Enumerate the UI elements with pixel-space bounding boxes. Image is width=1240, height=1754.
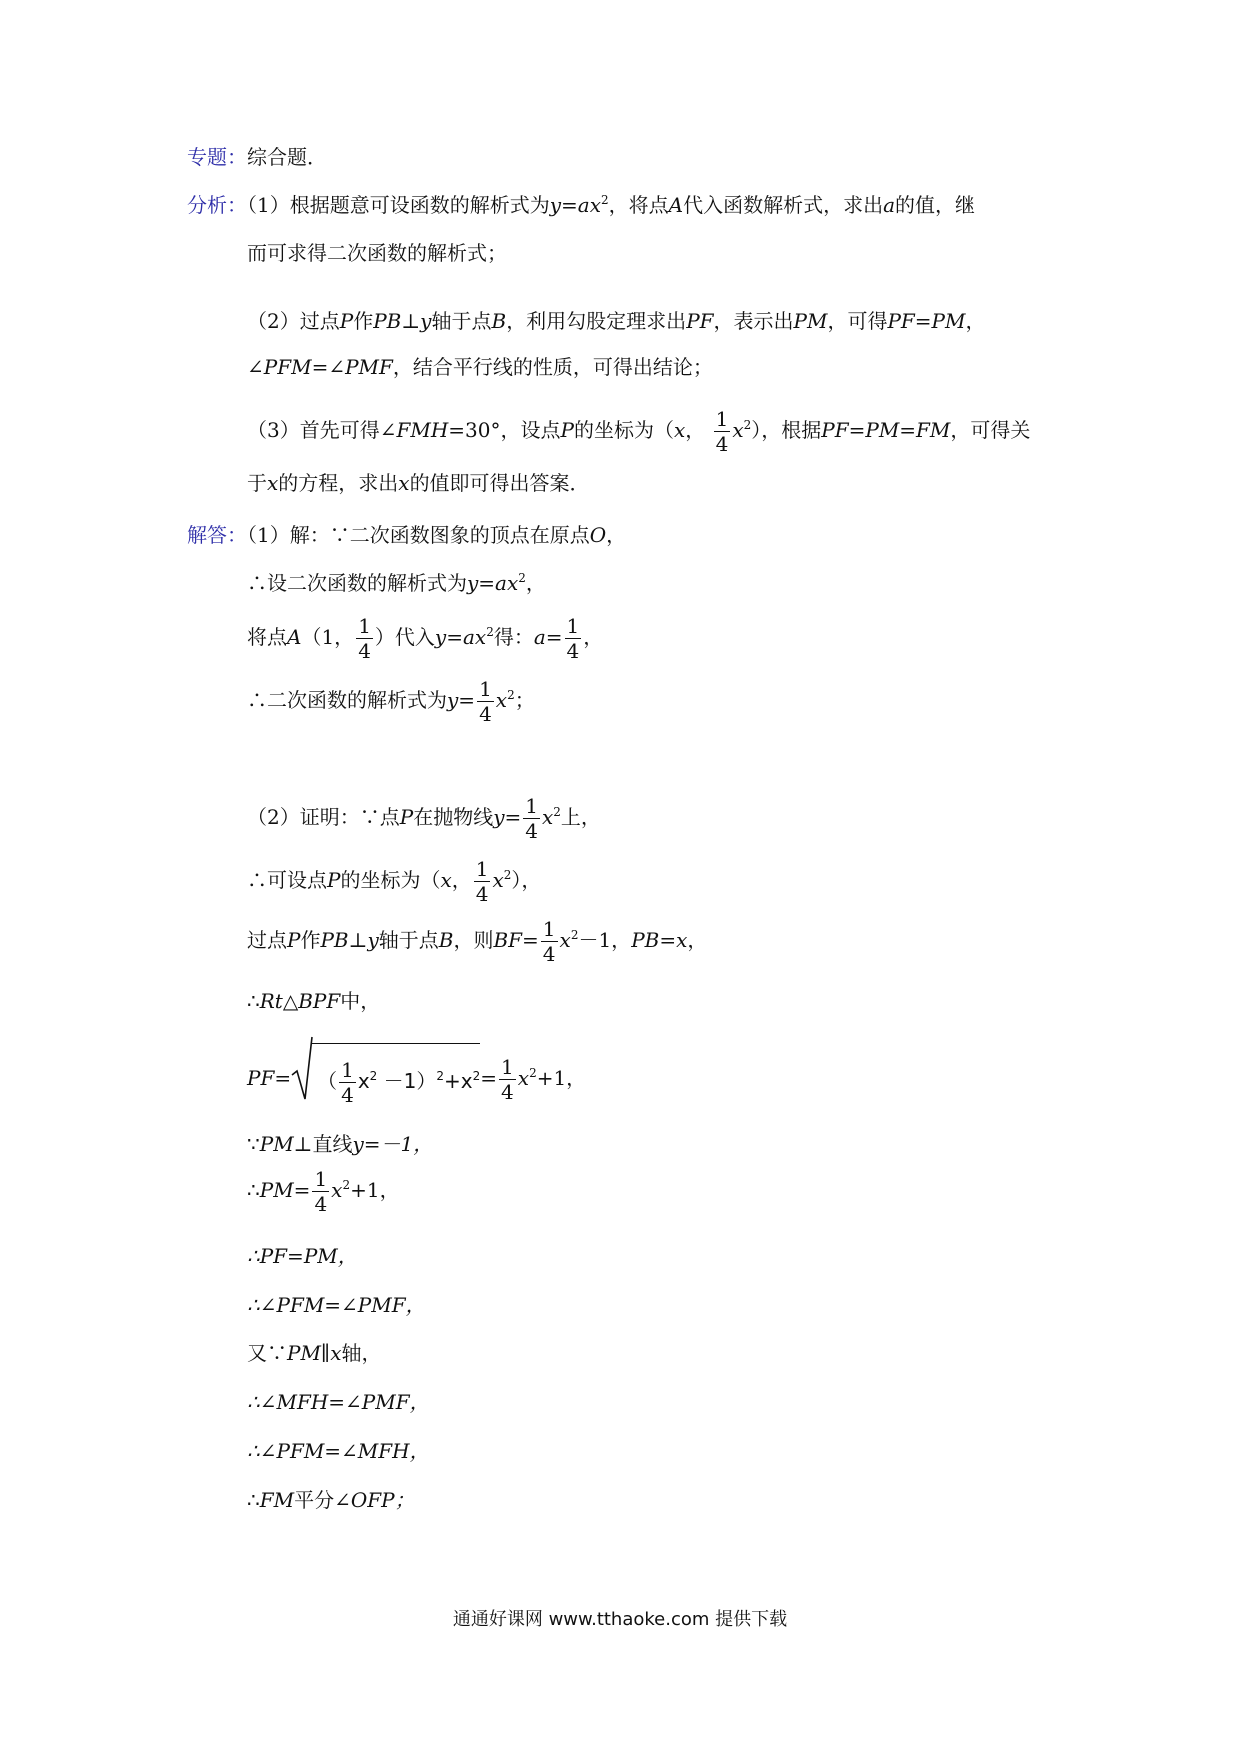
math-var: x [517, 1066, 530, 1090]
exponent: 2 [601, 193, 609, 207]
point-label: O [589, 523, 607, 547]
fraction-denominator: 4 [566, 639, 580, 663]
punct: ， [583, 625, 604, 649]
math-expr: PM∥ [287, 1341, 331, 1365]
math-expr: y= [493, 805, 522, 829]
solution-text: 在抛物线 [413, 805, 494, 829]
solution-text: （1， [301, 625, 355, 649]
math-var: x [542, 805, 554, 829]
fraction-denominator: 4 [341, 1083, 354, 1107]
solution-line-3 [247, 607, 603, 667]
math-expr: a= [533, 625, 563, 649]
math-var: x [732, 418, 744, 442]
fraction-quarter [565, 614, 582, 663]
fraction-quarter [523, 794, 540, 843]
point-label: P [287, 928, 301, 952]
punct: ， [451, 868, 472, 892]
fraction-denominator: 4 [475, 882, 489, 906]
math-var: x [267, 471, 279, 495]
paren: （ [317, 1069, 338, 1093]
fraction-numerator: 1 [525, 794, 538, 818]
solution-text: 上， [560, 805, 601, 829]
solution-text: ，则 [453, 928, 494, 952]
fraction-numerator: 1 [479, 677, 492, 701]
analysis-label: 分析： [187, 193, 247, 217]
math-var: x [440, 868, 452, 892]
solution-text: 轴于点 [378, 928, 439, 952]
exponent: 2 [369, 1069, 378, 1083]
exponent: 2 [342, 1178, 351, 1192]
analysis-text: ），根据 [751, 418, 822, 442]
math-expr: OFP； [350, 1488, 415, 1512]
math-expr: PM= [259, 1178, 311, 1202]
page-footer: 通通好课网 www.tthaoke.com 提供下载 [452, 1609, 788, 1630]
solution-line-4 [247, 670, 535, 730]
solution-text: 平分∠ [294, 1488, 351, 1512]
analysis-text: 而可求得二次函数的解析式； [247, 241, 507, 265]
analysis-text: ，利用勾股定理求出 [506, 309, 687, 333]
math-var: a [883, 193, 896, 217]
solution-text: 的坐标为（ [340, 868, 441, 892]
punct: ， [525, 571, 546, 595]
punct: ， [965, 309, 986, 333]
math-expr: ∠PFM=∠PMF [247, 355, 393, 379]
fraction-numerator: 1 [542, 917, 556, 941]
math-expr: ∴∠MFH=∠PMF， [247, 1390, 430, 1414]
fraction-quarter [474, 857, 491, 906]
solution-line-6 [247, 850, 541, 910]
analysis-text: =30°，设点 [448, 418, 561, 442]
fraction-denominator: 4 [314, 1192, 328, 1216]
topic-text: 综合题． [247, 145, 327, 169]
punct: ； [514, 688, 535, 712]
solution-line-17 [247, 1487, 415, 1513]
math-expr: PF=PM=FM [821, 418, 951, 442]
math-expr: －1） [377, 1069, 437, 1093]
solution-text: ∴设二次函数的解析式为 [247, 571, 467, 595]
solution-line-2 [247, 570, 546, 596]
fraction-denominator: 4 [358, 639, 371, 663]
solution-line-9: PF= （ $\frac{1}{4}$ $x^2 -1)^2+x^2=$ $\frac{1}{4}$ $x^2+1$， [247, 1043, 586, 1116]
punct: ， [685, 418, 706, 442]
solution-line-15 [247, 1389, 430, 1415]
fraction-denominator: 4 [479, 702, 492, 726]
exponent: 2 [503, 868, 512, 882]
analysis-text: 的坐标为（ [573, 418, 674, 442]
solution-text: 直线 [312, 1132, 353, 1156]
math-expr: PB⊥ [373, 309, 421, 333]
square-root [291, 1043, 480, 1116]
analysis-text: 轴于点 [431, 309, 492, 333]
analysis-text: （1）根据题意可设函数的解析式为 [247, 193, 550, 217]
math-expr: y=－1， [352, 1132, 434, 1156]
math-var: y [420, 309, 432, 333]
math-expr: FM [259, 1488, 295, 1512]
exponent: 2 [553, 805, 561, 819]
solution-text: ）代入 [374, 625, 435, 649]
solution-text: （2）证明：∵点 [247, 805, 400, 829]
fraction-numerator: 1 [566, 614, 580, 638]
point-label: B [491, 309, 507, 333]
fraction-quarter [477, 677, 494, 726]
exponent: 2 [570, 928, 579, 942]
analysis-text: ，可得 [827, 309, 888, 333]
solution-line-13 [247, 1292, 426, 1318]
analysis-text: 的方程，求出 [278, 471, 399, 495]
math-var: x [673, 418, 686, 442]
solution-line-12 [247, 1243, 358, 1269]
analysis-line-1 [187, 192, 975, 218]
analysis-line-5 [247, 400, 1030, 460]
exponent: 2 [507, 688, 515, 702]
point-label: P [399, 805, 414, 829]
solution-text: ∴可设点 [247, 868, 327, 892]
math-expr: +1， [350, 1178, 400, 1202]
analysis-text: 代入函数解析式，求出 [683, 193, 884, 217]
math-expr: Rt△BPF [259, 989, 341, 1013]
point-label: P [339, 309, 354, 333]
fraction-numerator: 1 [715, 407, 729, 431]
solution-text: 中， [340, 989, 381, 1013]
solution-line-16 [247, 1438, 430, 1464]
math-expr: PF [686, 309, 714, 333]
therefore-symbol: ∴ [247, 1488, 260, 1512]
math-expr: －1， [578, 928, 632, 952]
math-var: x [495, 688, 508, 712]
solution-line-1 [187, 522, 626, 548]
analysis-text: ，可得关 [950, 418, 1031, 442]
solution-line-5 [247, 787, 601, 847]
point-label: A [287, 625, 302, 649]
fraction-denominator: 4 [715, 432, 729, 456]
fraction-numerator: 1 [358, 614, 371, 638]
math-expr: y= [447, 688, 476, 712]
fraction-denominator: 4 [501, 1080, 514, 1104]
solution-line-10 [247, 1131, 433, 1157]
analysis-text: 的值，继 [895, 193, 976, 217]
math-var: x [357, 1069, 370, 1093]
exponent: 2 [743, 418, 752, 432]
fraction-denominator: 4 [525, 819, 538, 843]
math-var: x [398, 471, 410, 495]
fraction-numerator: 1 [341, 1058, 354, 1082]
fraction-quarter [541, 917, 558, 966]
math-expr: +1， [536, 1066, 587, 1090]
topic-label: 专题： [187, 145, 247, 169]
fraction-numerator: 1 [501, 1055, 514, 1079]
fraction-denominator: 4 [542, 942, 556, 966]
math-expr: FMH [396, 418, 449, 442]
exponent: 2 [472, 1069, 481, 1083]
solution-line-11 [247, 1160, 400, 1220]
math-expr: ∴∠PFM=∠MFH， [247, 1439, 430, 1463]
radical-sign-icon [291, 1035, 313, 1101]
solution-line-14 [247, 1340, 381, 1366]
solution-text: （1）解：∵二次函数图象的顶点在原点 [247, 523, 590, 547]
math-var: x [559, 928, 571, 952]
solution-text: 过点 [247, 928, 287, 952]
analysis-text: （2）过点 [247, 309, 340, 333]
analysis-text: ，将点 [608, 193, 669, 217]
math-expr: PF= [247, 1066, 292, 1090]
punct: ）， [511, 868, 542, 892]
solution-label: 解答： [187, 523, 247, 547]
analysis-line-2 [247, 240, 507, 266]
solution-text: 作 [300, 928, 321, 952]
fraction-numerator: 1 [314, 1167, 328, 1191]
solution-text: ∴二次函数的解析式为 [247, 688, 447, 712]
math-var: x [330, 1341, 342, 1365]
exponent: 2 [518, 571, 526, 585]
math-expr: PB=x [631, 928, 688, 952]
solution-text: 又∵ [247, 1341, 287, 1365]
point-label: P [327, 868, 341, 892]
fraction-quarter [499, 1055, 516, 1104]
because-symbol: ∵ [247, 1132, 260, 1156]
math-var: x [492, 868, 504, 892]
math-expr: y=ax [549, 193, 601, 217]
solution-text: 将点 [247, 625, 287, 649]
math-expr: PB⊥ [320, 928, 368, 952]
math-expr: PF=PM [887, 309, 966, 333]
point-label: P [560, 418, 574, 442]
exponent: 2 [529, 1066, 537, 1080]
analysis-line-6 [247, 470, 590, 496]
math-expr: +x [444, 1069, 473, 1093]
solution-line-7 [247, 910, 707, 970]
topic-line [187, 144, 327, 170]
math-expr: BF= [493, 928, 539, 952]
solution-text: 得： [493, 625, 534, 649]
analysis-text: ，结合平行线的性质，可得出结论； [392, 355, 713, 379]
punct: ， [687, 928, 708, 952]
analysis-text: 作 [353, 309, 374, 333]
fraction-quarter [312, 1167, 329, 1216]
math-expr: y=ax [467, 571, 519, 595]
analysis-text: 的值即可得出答案． [409, 471, 590, 495]
analysis-text: （3）首先可得∠ [247, 418, 397, 442]
fraction-numerator: 1 [475, 857, 489, 881]
radicand [311, 1043, 480, 1116]
therefore-symbol: ∴ [247, 1178, 260, 1202]
analysis-text: 于 [247, 471, 267, 495]
analysis-text: ，表示出 [713, 309, 794, 333]
solution-text: 轴， [341, 1341, 382, 1365]
solution-line-8 [247, 988, 380, 1014]
math-expr: PM [793, 309, 828, 333]
analysis-line-3 [247, 308, 986, 334]
analysis-line-4 [247, 354, 713, 380]
exponent: 2 [486, 625, 494, 639]
math-expr: y=ax [434, 625, 487, 649]
math-expr: PM⊥ [259, 1132, 313, 1156]
fraction-quarter [339, 1058, 356, 1107]
math-var: x [331, 1178, 343, 1202]
point-label: B [438, 928, 454, 952]
math-expr: ∴PF=PM， [247, 1244, 358, 1268]
math-expr: ∴∠PFM=∠PMF， [247, 1293, 426, 1317]
math-var: y [367, 928, 379, 952]
punct: ， [606, 523, 627, 547]
therefore-symbol: ∴ [247, 989, 260, 1013]
exponent: 2 [436, 1069, 445, 1083]
fraction-quarter [356, 614, 373, 663]
fraction-quarter [714, 407, 731, 456]
point-label: A [668, 193, 684, 217]
